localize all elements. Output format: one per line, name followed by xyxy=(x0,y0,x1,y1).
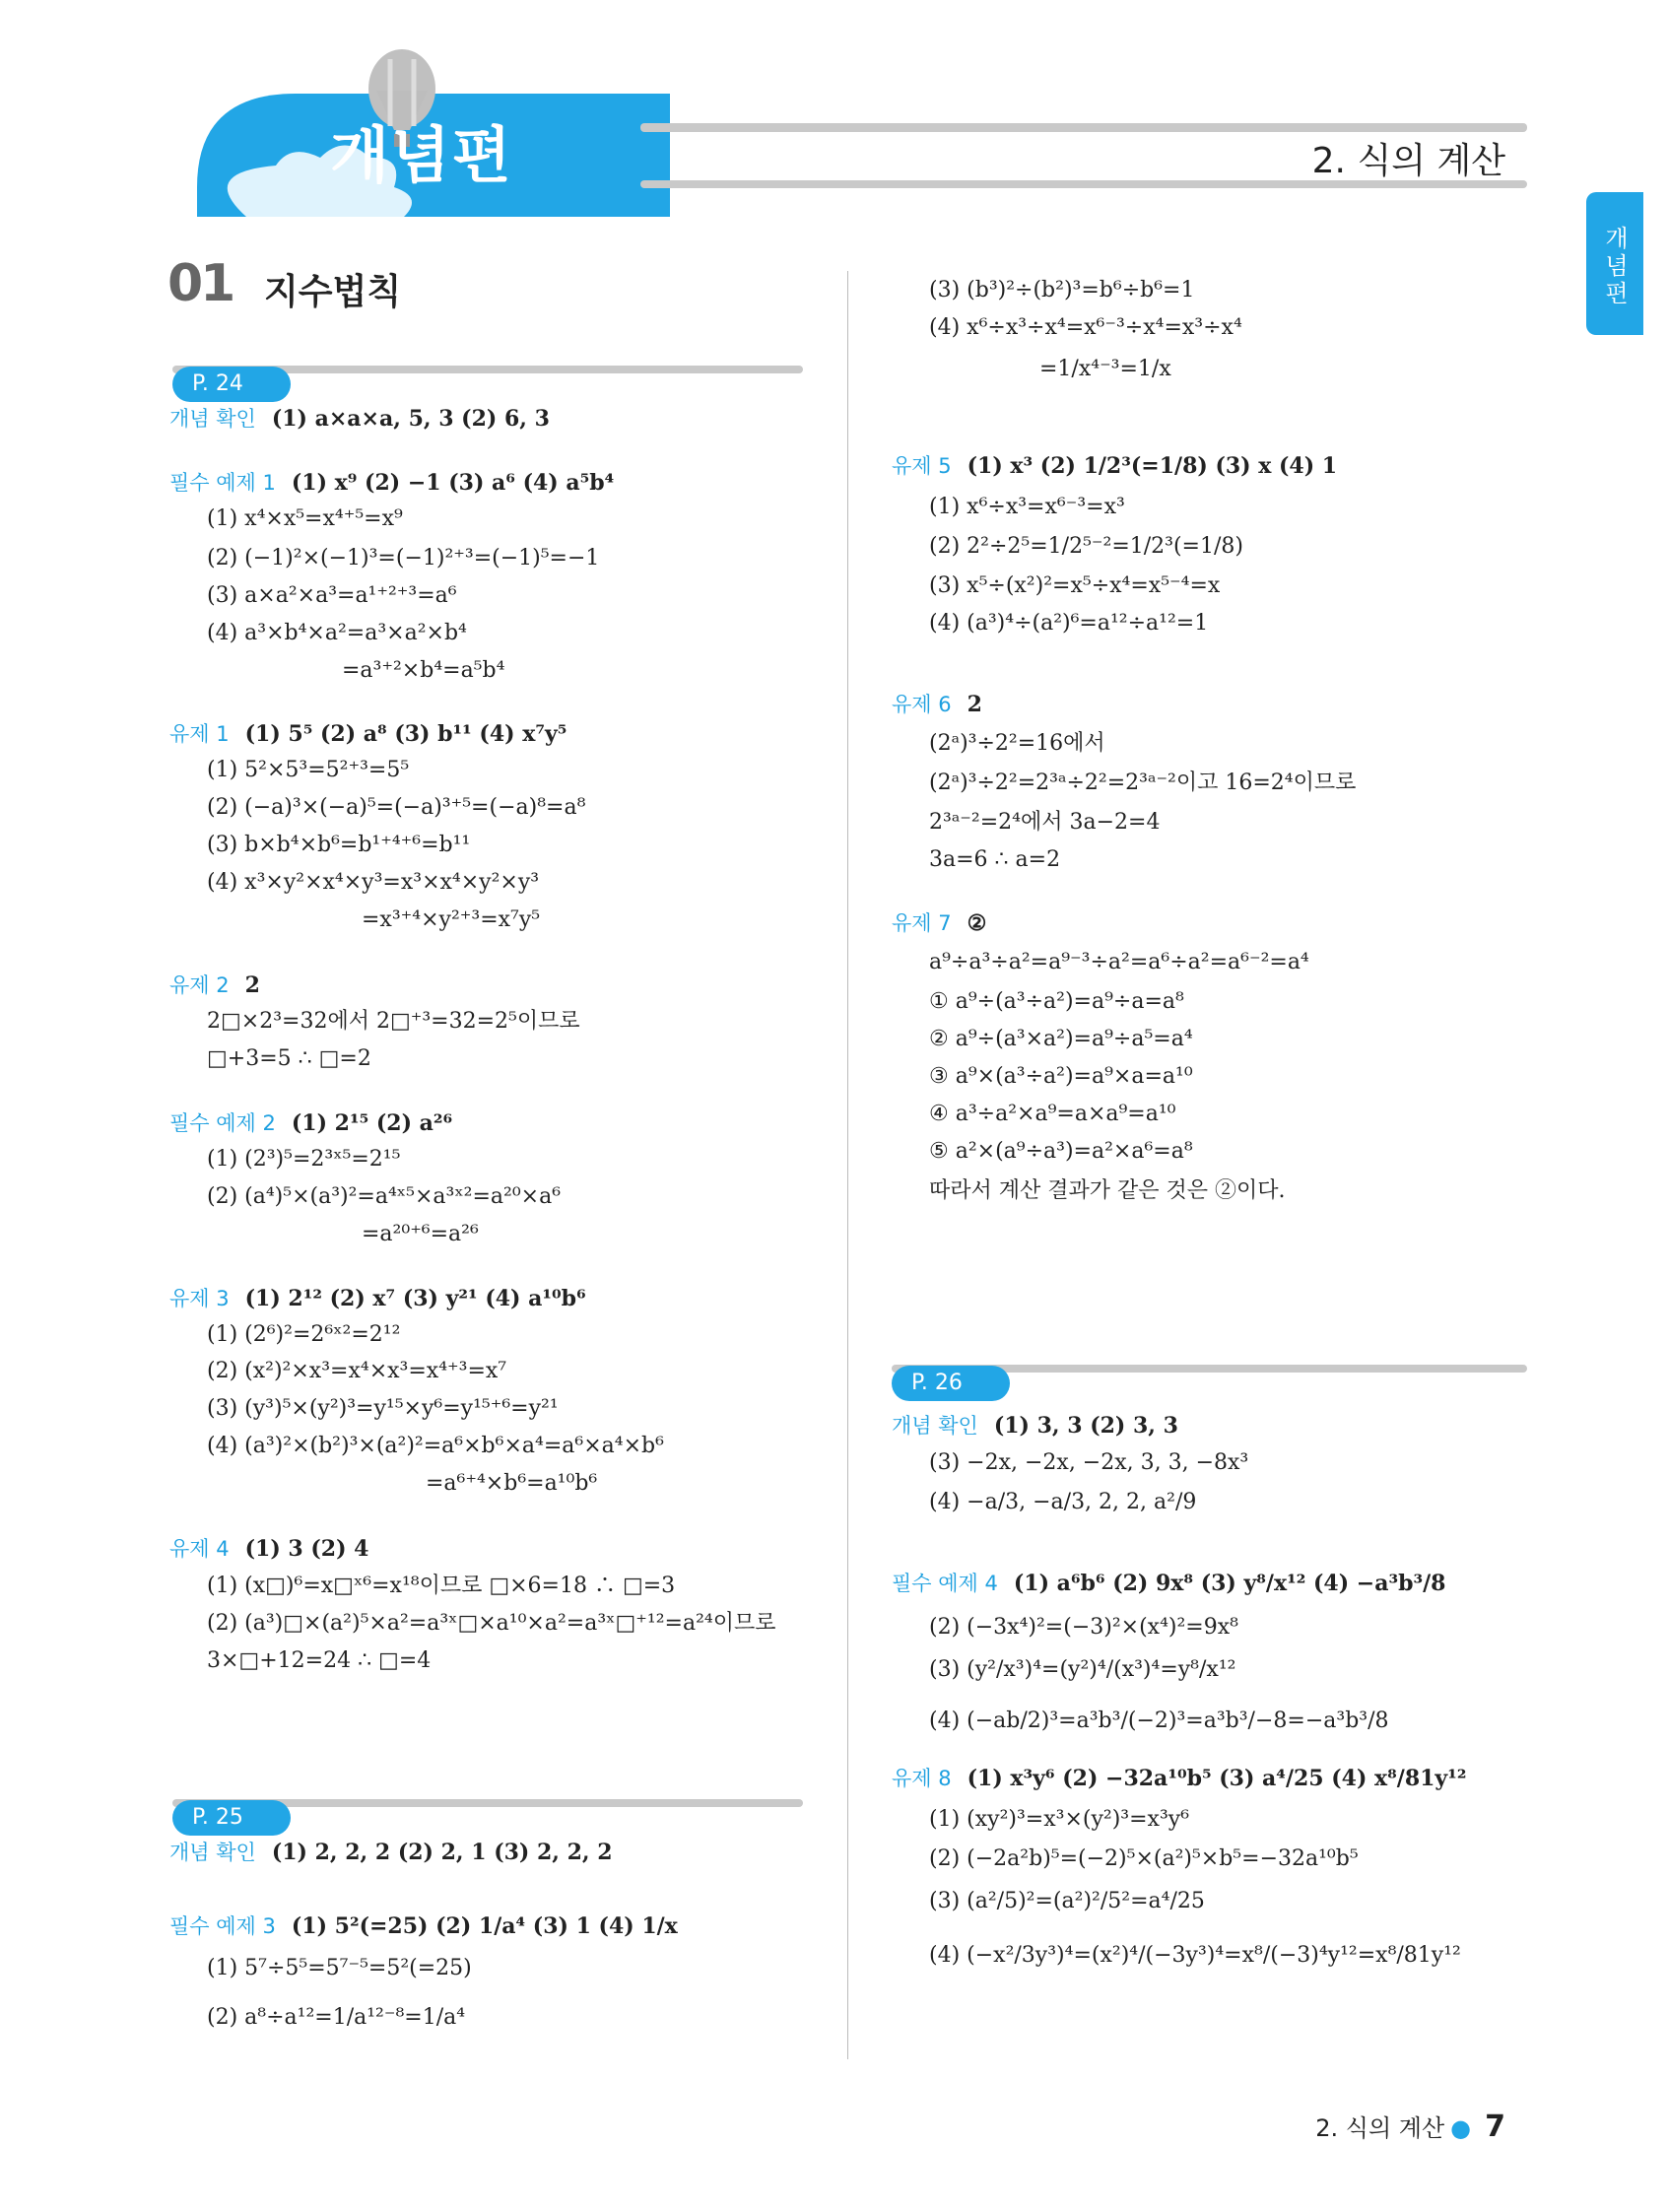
solution-line: 따라서 계산 결과가 같은 것은 ②이다. xyxy=(929,1178,1286,1203)
solution-line: =a⁶⁺⁴×b⁶=a¹⁰b⁶ xyxy=(426,1471,598,1496)
problem-answer-header xyxy=(169,719,567,750)
problem-label: 개념 확인 xyxy=(169,407,256,431)
solution-line: (2) (−3x⁴)²=(−3)²×(x⁴)²=9x⁸ xyxy=(929,1615,1238,1640)
solution-line: (2ᵃ)³÷2²=16에서 xyxy=(929,731,1105,756)
solution-line: (4) (−x²/3y³)⁴=(x²)⁴/(−3y³)⁴=x⁸/(−3)⁴y¹²=x⁸/81y¹² xyxy=(929,1943,1461,1968)
solution-line: (3) x⁵÷(x²)²=x⁵÷x⁴=x⁵⁻⁴=x xyxy=(929,573,1221,598)
solution-line: ① a⁹÷(a³÷a²)=a⁹÷a=a⁸ xyxy=(929,989,1184,1014)
problem-answer-header xyxy=(169,404,550,435)
solution-line: (4) x⁶÷x³÷x⁴=x⁶⁻³÷x⁴=x³÷x⁴ xyxy=(929,315,1242,340)
problem-label: 유제 3 xyxy=(169,1287,230,1310)
solution-line: (4) x³×y²×x⁴×y³=x³×x⁴×y²×y³ xyxy=(207,870,540,895)
solution-line: 3×□+12=24 ∴ □=4 xyxy=(207,1648,432,1673)
column-divider xyxy=(847,271,848,2059)
problem-answer-header xyxy=(169,1284,586,1314)
answer-text: (1) 2, 2, 2 (2) 2, 1 (3) 2, 2, 2 xyxy=(271,1840,613,1865)
solution-line: =x³⁺⁴×y²⁺³=x⁷y⁵ xyxy=(362,907,541,932)
answer-text: (1) a⁶b⁶ (2) 9x⁸ (3) y⁸/x¹² (4) −a³b³/8 xyxy=(1013,1571,1446,1596)
solution-line: (2) (a³)□×(a²)⁵×a²=a³ˣ□×a¹⁰×a²=a³ˣ□⁺¹²=a²⁴이므로 xyxy=(207,1611,776,1636)
footer-chapter: 2. 식의 계산 xyxy=(1315,2114,1445,2142)
answer-text: (1) x³ (2) 1/2³(=1/8) (3) x (4) 1 xyxy=(967,453,1338,479)
answer-text: (1) 2¹² (2) x⁷ (3) y²¹ (4) a¹⁰b⁶ xyxy=(244,1286,586,1311)
solution-line: ④ a³÷a²×a⁹=a×a⁹=a¹⁰ xyxy=(929,1102,1176,1126)
problem-label: 유제 2 xyxy=(169,973,230,997)
problem-answer-header xyxy=(169,971,260,1001)
answer-text: (1) 5⁵ (2) a⁸ (3) b¹¹ (4) x⁷y⁵ xyxy=(244,721,567,747)
header-title: 개념편 xyxy=(330,119,513,191)
problem-label: 필수 예제 2 xyxy=(169,1111,276,1135)
problem-answer-header xyxy=(169,1911,678,1942)
problem-answer-header xyxy=(892,451,1337,482)
problem-answer-header xyxy=(892,908,986,939)
solution-line: ② a⁹÷(a³×a²)=a⁹÷a⁵=a⁴ xyxy=(929,1027,1193,1051)
page-label: P. 24 xyxy=(172,367,291,402)
problem-answer-header xyxy=(892,1411,1178,1441)
solution-line: (2) (−2a²b)⁵=(−2)⁵×(a²)⁵×b⁵=−32a¹⁰b⁵ xyxy=(929,1846,1359,1871)
solution-line: (4) (a³)⁴÷(a²)⁶=a¹²÷a¹²=1 xyxy=(929,611,1209,636)
bullet-icon: ● xyxy=(1450,2114,1472,2142)
solution-line: (1) (x□)⁶=x□ˣ⁶=x¹⁸이므로 □×6=18 ∴ □=3 xyxy=(207,1574,676,1598)
problem-label: 개념 확인 xyxy=(892,1414,978,1438)
answer-text: (1) 2¹⁵ (2) a²⁶ xyxy=(291,1110,453,1136)
problem-answer-header xyxy=(892,1764,1467,1794)
answer-text: (1) x⁹ (2) −1 (3) a⁶ (4) a⁵b⁴ xyxy=(291,470,615,496)
solution-line: (3) b×b⁴×b⁶=b¹⁺⁴⁺⁶=b¹¹ xyxy=(207,833,471,857)
answer-text: (1) x³y⁶ (2) −32a¹⁰b⁵ (3) a⁴/25 (4) x⁸/81y¹² xyxy=(967,1766,1467,1791)
solution-line: =a²⁰⁺⁶=a²⁶ xyxy=(362,1222,479,1246)
answer-text: (1) 5²(=25) (2) 1/a⁴ (3) 1 (4) 1/x xyxy=(291,1913,678,1939)
solution-line: =a³⁺²×b⁴=a⁵b⁴ xyxy=(342,658,505,683)
problem-answer-header xyxy=(169,1838,613,1868)
problem-answer-header xyxy=(892,690,982,720)
solution-line: (3) −2x, −2x, −2x, 3, 3, −8x³ xyxy=(929,1450,1249,1475)
solution-line: (4) −a/3, −a/3, 2, 2, a²/9 xyxy=(929,1490,1197,1514)
solution-line: (3) (y²/x³)⁴=(y²)⁴/(x³)⁴=y⁸/x¹² xyxy=(929,1657,1236,1682)
problem-label: 유제 4 xyxy=(169,1537,230,1561)
page-label: P. 26 xyxy=(892,1366,1010,1401)
problem-answer-header xyxy=(169,468,614,499)
problem-label: 유제 1 xyxy=(169,722,230,746)
solution-line: (1) (xy²)³=x³×(y²)³=x³y⁶ xyxy=(929,1807,1190,1832)
problem-answer-header xyxy=(169,1108,452,1139)
solution-line: (2) (x²)²×x³=x⁴×x³=x⁴⁺³=x⁷ xyxy=(207,1359,507,1383)
solution-line: a⁹÷a³÷a²=a⁹⁻³÷a²=a⁶÷a²=a⁶⁻²=a⁴ xyxy=(929,950,1309,974)
solution-line: (4) (−ab/2)³=a³b³/(−2)³=a³b³/−8=−a³b³/8 xyxy=(929,1709,1389,1733)
solution-line: (2) a⁸÷a¹²=1/a¹²⁻⁸=1/a⁴ xyxy=(207,2005,466,2030)
solution-line: (2) (−a)³×(−a)⁵=(−a)³⁺⁵=(−a)⁸=a⁸ xyxy=(207,795,586,820)
side-tab-label: 개념편 xyxy=(1605,225,1629,307)
page-number: 7 xyxy=(1485,2110,1505,2144)
solution-line: 2□×2³=32에서 2□⁺³=32=2⁵이므로 xyxy=(207,1009,580,1034)
solution-line: =1/x⁴⁻³=1/x xyxy=(1039,357,1171,381)
problem-answer-header xyxy=(892,1569,1445,1599)
solution-line: (4) (a³)²×(b²)³×(a²)²=a⁶×b⁶×a⁴=a⁶×a⁴×b⁶ xyxy=(207,1434,664,1458)
problem-label: 필수 예제 1 xyxy=(169,471,276,495)
section-number: 01 xyxy=(167,254,234,313)
solution-line: ⑤ a²×(a⁹÷a³)=a²×a⁶=a⁸ xyxy=(929,1139,1193,1164)
answer-text: (1) 3 (2) 4 xyxy=(244,1536,369,1562)
solution-line: (2) (a⁴)⁵×(a³)²=a⁴ˣ⁵×a³ˣ²=a²⁰×a⁶ xyxy=(207,1184,562,1209)
solution-line: (1) (2³)⁵=2³ˣ⁵=2¹⁵ xyxy=(207,1147,401,1172)
answer-text: (1) 3, 3 (2) 3, 3 xyxy=(993,1413,1178,1439)
solution-line: (1) x⁶÷x³=x⁶⁻³=x³ xyxy=(929,495,1125,519)
solution-line: (1) (2⁶)²=2⁶ˣ²=2¹² xyxy=(207,1322,401,1347)
solution-line: (3) (a²/5)²=(a²)²/5²=a⁴/25 xyxy=(929,1889,1205,1913)
problem-label: 필수 예제 3 xyxy=(169,1914,276,1938)
problem-label: 유제 7 xyxy=(892,911,952,935)
page-label: P. 25 xyxy=(172,1800,291,1836)
header-rule-top xyxy=(640,123,1527,132)
solution-line: (1) x⁴×x⁵=x⁴⁺⁵=x⁹ xyxy=(207,506,403,531)
problem-label: 유제 6 xyxy=(892,693,952,716)
solution-line: (2ᵃ)³÷2²=2³ᵃ÷2²=2³ᵃ⁻²이고 16=2⁴이므로 xyxy=(929,771,1357,795)
solution-line: (2) 2²÷2⁵=1/2⁵⁻²=1/2³(=1/8) xyxy=(929,534,1243,559)
solution-line: ③ a⁹×(a³÷a²)=a⁹×a=a¹⁰ xyxy=(929,1064,1193,1089)
solution-line: (3) (y³)⁵×(y²)³=y¹⁵×y⁶=y¹⁵⁺⁶=y²¹ xyxy=(207,1396,559,1421)
answer-text: 2 xyxy=(244,972,260,998)
solution-line: (3) a×a²×a³=a¹⁺²⁺³=a⁶ xyxy=(207,583,457,608)
section-title: 지수법칙 xyxy=(264,272,402,312)
problem-label: 개념 확인 xyxy=(169,1841,256,1864)
header-chapter: 2. 식의 계산 xyxy=(1311,141,1505,181)
solution-line: □+3=5 ∴ □=2 xyxy=(207,1046,371,1071)
solution-line: (3) (b³)²÷(b²)³=b⁶÷b⁶=1 xyxy=(929,278,1195,302)
problem-answer-header xyxy=(169,1534,368,1565)
problem-label: 필수 예제 4 xyxy=(892,1572,998,1595)
solution-line: (4) a³×b⁴×a²=a³×a²×b⁴ xyxy=(207,621,467,645)
solution-line: 3a=6 ∴ a=2 xyxy=(929,847,1061,872)
answer-text: 2 xyxy=(967,692,982,717)
solution-line: (2) (−1)²×(−1)³=(−1)²⁺³=(−1)⁵=−1 xyxy=(207,546,600,570)
solution-line: (1) 5⁷÷5⁵=5⁷⁻⁵=5²(=25) xyxy=(207,1956,472,1980)
solution-line: 2³ᵃ⁻²=2⁴에서 3a−2=4 xyxy=(929,810,1161,835)
problem-label: 유제 5 xyxy=(892,454,952,478)
answer-text: (1) a×a×a, 5, 3 (2) 6, 3 xyxy=(271,406,550,432)
answer-text: ② xyxy=(967,910,987,936)
footer xyxy=(1315,2109,1505,2144)
problem-label: 유제 8 xyxy=(892,1767,952,1790)
solution-line: (1) 5²×5³=5²⁺³=5⁵ xyxy=(207,758,410,782)
